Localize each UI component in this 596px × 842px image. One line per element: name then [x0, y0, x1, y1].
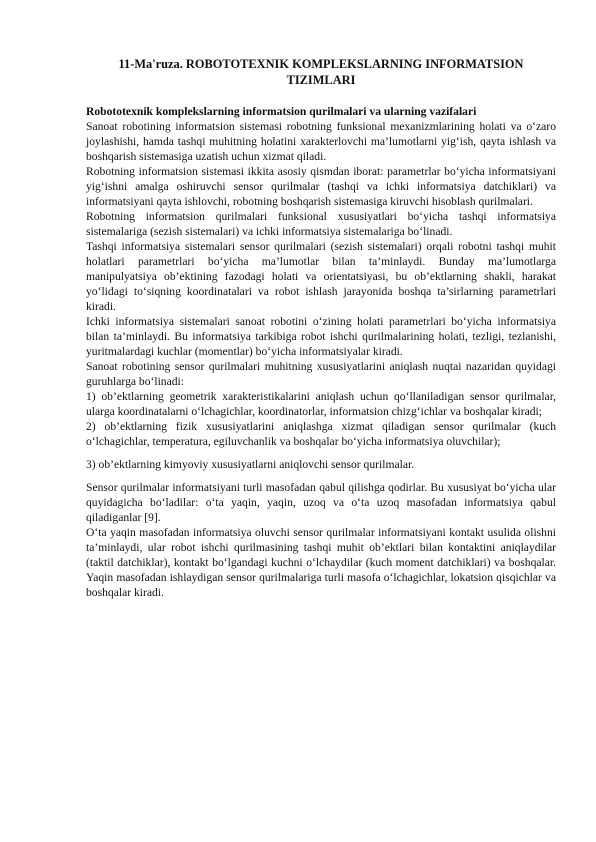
paragraph-7: Sensor qurilmalar informatsiyani turli masofadan qabul qilishga qodirlar. Bu xususiyat bo‘yicha ular quyidagicha bo‘ladilar: o‘ta yaqin, yaqin, uzoq va o‘ta uzoq masofadan informatsiya qabul qiladiganlar [9].: [86, 481, 556, 524]
paragraph-5: Ichki informatsiya sistemalari sanoat robotini o‘zining holati parametrlari bo‘yicha informatsiya bilan ta’minlaydi. Bu informatsiya tarkibiga robot ishchi qurilmalarining holati, tezligi, tezlanishi, yuritmalardagi kuchlar (momentlar) bo‘yicha informatsiyalar kiradi.: [86, 315, 556, 358]
paragraph-2: Robotning informatsion sistemasi ikkita asosiy qismdan iborat: parametrlar bo‘yicha informatsiyani yig‘ishni amalga oshiruvchi sensor qurilmalar (tashqi va ichki informatsiya datchiklari) va informatsiyani qayta ishlovchi, robotning boshqarish sistemasiga kiruvchi hisoblash qurilmalari.: [86, 165, 556, 208]
list-item-1: 1) ob’ektlarning geometrik xarakteristikalarini aniqlash uchun qo‘llaniladigan sensor qurilmalar, ularga koordinatalarni o‘lchagichlar, koordinatorlar, informatsion chizg‘ichlar va boshqalar kiradi;: [86, 390, 556, 418]
paragraph-6: Sanoat robotining sensor qurilmalari muhitning xususiyatlarini aniqlash nuqtai nazaridan quyidagi guruhlarga bo‘linadi:: [86, 360, 556, 388]
paragraph-4: Tashqi informatsiya sistemalari sensor qurilmalari (sezish sistemalari) orqali robotni tashqi muhit holatlari parametrlari bo‘yicha ma’lumotlar bilan ta’minlaydi. Bunday ma’lumotlarga manipulyatsiya ob’ektining fazodagi holati va orientatsiyasi, bu ob’ektlarning shakli, harakat yo‘lidagi to‘siqning koordinatalari va robot ishlash jarayonida boshqa ta’sirlarning parametrlari kiradi.: [86, 240, 556, 313]
document-page: [86, 56, 556, 600]
section-heading: Robototexnik komplekslarning informatsion qurilmalari va ularning vazifalari: [86, 105, 477, 118]
list-item-2: 2) ob’ektlarning fizik xususiyatlarini aniqlashga xizmat qiladigan sensor qurilmalar (kuch o‘lchagichlar, temperatura, egiluvchanlik va boshqalar bo‘yicha informatsiya oluvchilar);: [86, 420, 556, 448]
page-title: 11-Ma'ruza. ROBOTOTEXNIK KOMPLEKSLARNING INFORMATSION TIZIMLARI: [118, 57, 524, 87]
paragraph-3: Robotning informatsion qurilmalari funksional xususiyatlari bo‘yicha tashqi informatsiya sistemalariga (sezish sistemalari) va ichki informatsiya sistemalariga bo‘linadi.: [86, 210, 556, 238]
list-item-3: 3) ob’ektlarning kimyoviy xususiyatlarni aniqlovchi sensor qurilmalar.: [86, 458, 415, 471]
paragraph-8: O‘ta yaqin masofadan informatsiya oluvchi sensor qurilmalar informatsiyani kontakt usulida olishni ta’minlaydi, ular robot ishchi qurilmasining tashqi muhit ob’ektlari bilan kontaktini aniqlaydilar (taktil datchiklar), kontakt bo‘lgandagi kuchni o‘lchaydilar (kuch moment datchiklari) va boshqalar. Yaqin masofadan ishlaydigan sensor qurilmalariga turli masofa o‘lchagichlar, lokatsion qisqichlar va boshqalar kiradi.: [86, 526, 556, 599]
paragraph-1: Sanoat robotining informatsion sistemasi robotning funksional mexanizmlarining holati va o‘zaro joylashishi, hamda tashqi muhitning holatini xarakterlovchi ma’lumotlarni yig‘ish, qayta ishlash va boshqarish sistemasiga uzatish uchun xizmat qiladi.: [86, 120, 556, 163]
